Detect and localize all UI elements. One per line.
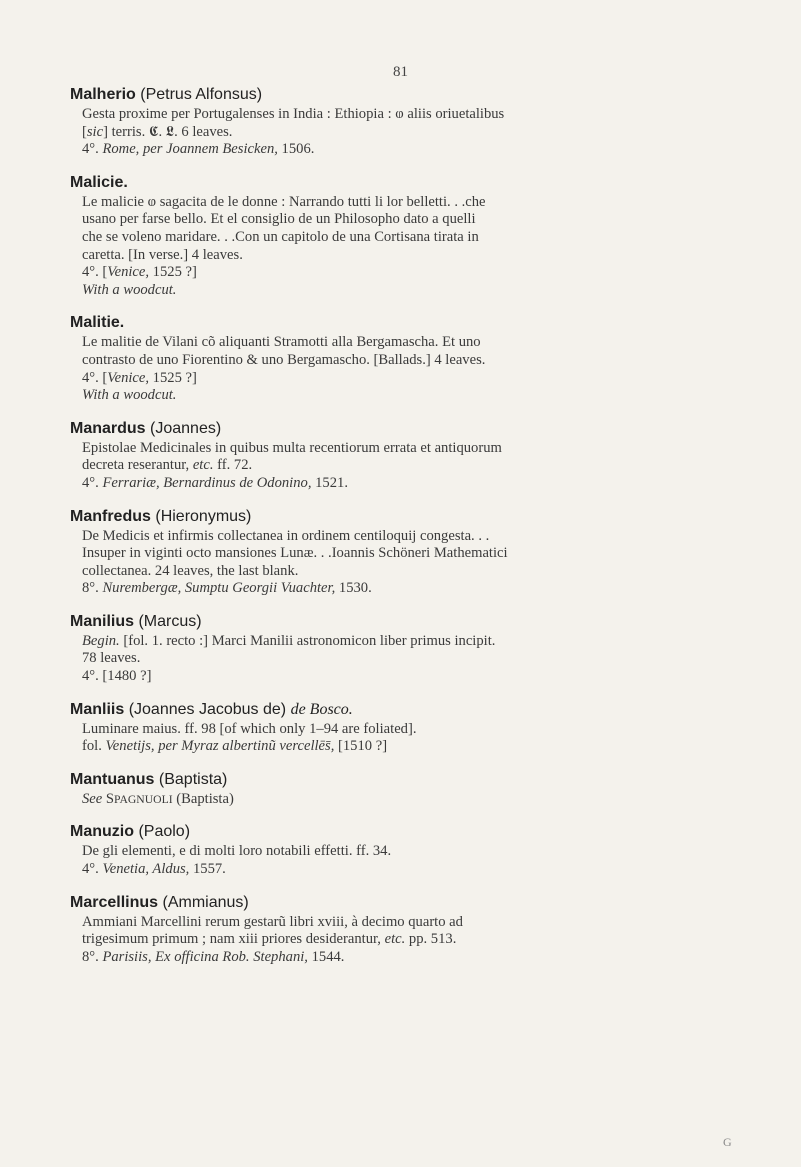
description-line (82, 931, 742, 949)
text-segment: 4°. (82, 474, 103, 491)
description-line (82, 264, 742, 282)
description-line (82, 843, 742, 861)
description-line (82, 229, 742, 247)
catalogue-entry (70, 611, 742, 686)
description-line (82, 738, 742, 756)
italic-text: Venice, (107, 369, 150, 386)
entry-author: Manuzio (70, 823, 134, 841)
text-segment: 1521. (311, 474, 348, 491)
entry-heading (70, 418, 742, 440)
text-segment: contrasto de uno Fiorentino & uno Bergamascho. [Ballads.] 4 leaves. (82, 351, 486, 368)
italic-text: Ferrariæ, Bernardinus de Odonino, (102, 474, 312, 491)
text-segment: 8°. (82, 580, 103, 597)
text-segment: 1530. (335, 580, 372, 597)
text-segment: De Medicis et infirmis collectanea in ordinem centiloquij congesta. . . (82, 527, 490, 544)
text-segment: pp. 513. (405, 931, 457, 948)
description-line (82, 440, 742, 458)
page-number: 81 (393, 64, 408, 80)
entry-heading (70, 84, 742, 106)
text-segment: caretta. [In verse.] 4 leaves. (82, 246, 243, 263)
italic-text: With a woodcut. (82, 387, 177, 404)
description-line (82, 528, 742, 546)
entry-description (70, 791, 742, 809)
description-line (82, 721, 742, 739)
description-line (82, 668, 742, 686)
text-segment: decreta reserantur, (82, 457, 193, 474)
description-line (82, 247, 742, 265)
entry-author-forenames: (Petrus Alfonsus) (140, 86, 263, 103)
text-segment: Luminare maius. ff. 98 [of which only 1–94 are foliated]. (82, 720, 417, 737)
catalogue-entries (70, 84, 742, 979)
entry-description (70, 194, 742, 300)
italic-text: sic (86, 123, 104, 140)
catalogue-entry (70, 699, 742, 756)
entry-description (70, 334, 742, 404)
italic-text: Parisiis, Ex officina Rob. Stephani, (102, 948, 308, 965)
italic-text: etc. (384, 931, 406, 948)
text-segment: 1544. (307, 948, 345, 965)
entry-author: Malherio (70, 86, 136, 103)
text-segment: 1525 ?] (149, 369, 197, 386)
entry-author-forenames: (Hieronymus) (155, 507, 252, 525)
text-segment: fol. (82, 738, 106, 755)
entry-author: Manliis (70, 700, 125, 718)
text-segment: 4°. (82, 141, 103, 158)
description-line (82, 370, 742, 388)
italic-text: Venetijs, per Myraz albertinũ vercellēs̄, (105, 738, 335, 755)
text-segment: Insuper in viginti octo mansiones Lunæ. . .Ioannis Schöneri Mathematici (82, 545, 508, 562)
text-segment: che se voleno maridare. . .Con un capitolo de una Cortisana tirata in (82, 228, 479, 245)
italic-text: Venice, (107, 264, 150, 281)
text-segment: Epistolae Medicinales in quibus multa recentiorum errata et antiquorum (82, 439, 502, 456)
italic-text: With a woodcut. (82, 281, 177, 298)
text-segment: trigesimum primum ; nam xiii priores desiderantur, (82, 931, 385, 948)
italic-text: Begin. (82, 632, 120, 649)
signature-mark: G (723, 1135, 732, 1149)
description-line (82, 141, 742, 159)
description-line (82, 387, 742, 405)
text-segment: ] terris. 𝕮. 𝕷. 6 leaves. (103, 123, 233, 140)
entry-author: Manfredus (70, 507, 151, 525)
entry-author: Malicie. (70, 173, 128, 191)
text-segment: usano per farse bello. Et el consiglio de un Philosopho dato a quelli (82, 211, 476, 228)
entry-description (70, 440, 742, 493)
entry-heading (70, 892, 742, 914)
text-segment: Le malitie de Vilani cõ aliquanti Stramotti alla Bergamascha. Et uno (82, 334, 481, 351)
description-line (82, 124, 742, 142)
description-line (82, 194, 742, 212)
description-line (82, 633, 742, 651)
entry-heading (70, 821, 742, 843)
description-line (82, 282, 742, 300)
description-line (82, 563, 742, 581)
entry-description (70, 721, 742, 756)
entry-author-forenames: (Baptista) (158, 770, 228, 788)
description-line (82, 861, 742, 879)
text-segment: Le malicie ⱷ sagacita de le donne : Narrando tutti li lor belletti. . .che (82, 193, 486, 210)
italic-text: See (82, 790, 103, 807)
entry-author-forenames: (Joannes) (150, 419, 222, 437)
catalogue-entry (70, 172, 742, 300)
entry-heading (70, 312, 742, 334)
text-segment: [fol. 1. recto :] Marci Manilii astronomicon liber primus incipit. (119, 632, 496, 649)
entry-author: Mantuanus (70, 770, 155, 788)
entry-heading (70, 699, 742, 721)
catalogue-entry (70, 418, 742, 493)
catalogue-entry (70, 769, 742, 809)
entry-heading (70, 611, 742, 633)
text-segment: Ammiani Marcellini rerum gestarũ libri xviii, à decimo quarto ad (82, 913, 463, 930)
text-segment: 4°. (82, 861, 103, 878)
italic-text: Nurembergæ, Sumptu Georgii Vuachter, (102, 580, 336, 597)
description-line (82, 949, 742, 967)
text-segment: 4°. [ (82, 369, 108, 386)
entry-description (70, 633, 742, 686)
text-segment: PAGNUOLI (114, 792, 173, 806)
text-segment: 4°. [ (82, 264, 108, 281)
text-segment: 1525 ?] (149, 264, 197, 281)
text-segment: Gesta proxime per Portugalenses in India : Ethiopia : ⱷ aliis oriuetalibus (82, 106, 505, 122)
entry-author: Manardus (70, 419, 146, 437)
entry-author: Manilius (70, 612, 135, 630)
description-line (82, 580, 742, 598)
text-segment: collectanea. 24 leaves, the last blank. (82, 562, 299, 579)
description-line (82, 914, 742, 932)
description-line (82, 106, 742, 124)
text-segment: 1506. (277, 141, 315, 158)
catalogue-entry (70, 84, 742, 159)
text-segment: 4°. [1480 ?] (82, 668, 152, 685)
entry-author: Marcellinus (70, 893, 159, 911)
entry-author-forenames: (Marcus) (138, 612, 202, 630)
text-segment: De gli elementi, e di molti loro notabili effetti. ff. 34. (82, 843, 392, 860)
catalogue-entry (70, 821, 742, 878)
text-segment: 1557. (189, 861, 226, 878)
description-line (82, 475, 742, 493)
entry-description (70, 106, 742, 159)
entry-author-forenames: (Paolo) (138, 823, 191, 841)
entry-description (70, 528, 742, 598)
entry-author-forenames: (Joannes Jacobus de) (128, 700, 287, 718)
catalogue-entry (70, 892, 742, 967)
description-line (82, 457, 742, 475)
text-segment: (Baptista) (172, 790, 234, 807)
entry-author-forenames: (Ammianus) (162, 893, 249, 911)
entry-description (70, 843, 742, 878)
description-line (82, 545, 742, 563)
italic-text: etc. (192, 457, 214, 474)
catalogue-entry (70, 506, 742, 598)
entry-heading (70, 506, 742, 528)
description-line (82, 352, 742, 370)
description-line (82, 334, 742, 352)
text-segment: 8°. (82, 948, 103, 965)
text-segment: 78 leaves. (82, 650, 141, 667)
italic-text: Venetia, Aldus, (102, 861, 190, 878)
text-segment: [ (82, 123, 87, 140)
entry-heading (70, 172, 742, 194)
catalogue-entry (70, 312, 742, 404)
text-segment: ff. 72. (213, 457, 253, 474)
description-line (82, 650, 742, 668)
entry-author: Malitie. (70, 314, 125, 332)
text-segment: [1510 ?] (334, 738, 388, 755)
entry-heading (70, 769, 742, 791)
italic-text: Rome, per Joannem Besicken, (102, 141, 278, 158)
text-segment: S (102, 790, 115, 807)
entry-author-note: de Bosco. (290, 700, 353, 718)
entry-description (70, 914, 742, 967)
description-line (82, 211, 742, 229)
description-line (82, 791, 742, 809)
